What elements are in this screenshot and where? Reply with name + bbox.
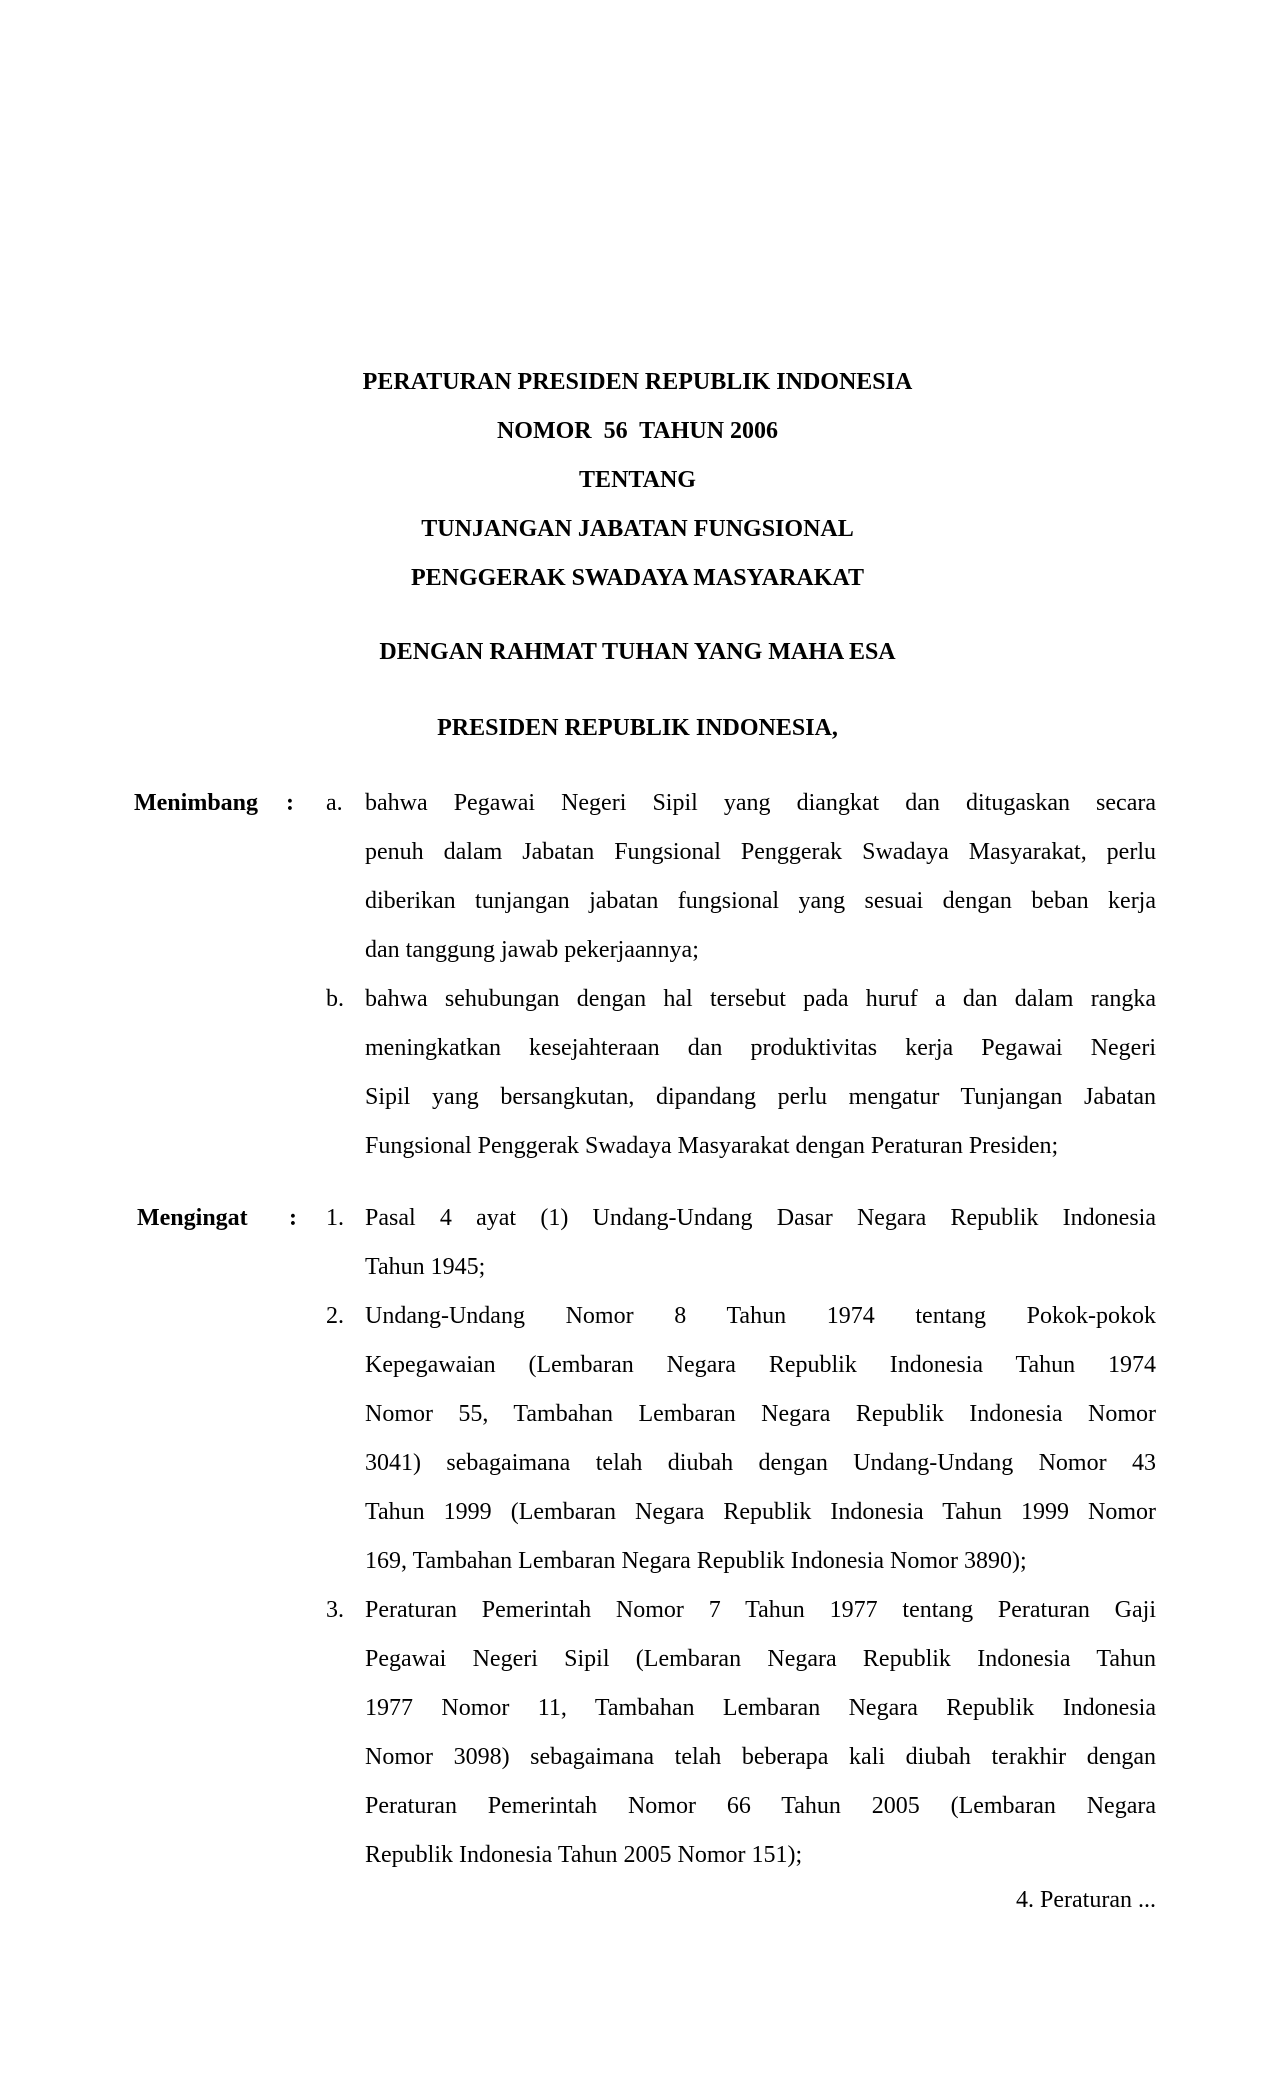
item-marker: 3. [326, 1597, 344, 1623]
list-item [0, 1292, 1275, 1586]
text-line: dan tanggung jawab pekerjaannya; [365, 937, 699, 963]
menimbang-section [0, 779, 1275, 1171]
title-line: PENGGERAK SWADAYA MASYARAKAT [411, 565, 864, 591]
text-line: 1977 Nomor 11, Tambahan Lembaran Negara Republik Indonesia [365, 1695, 1156, 1721]
text-line: 169, Tambahan Lembaran Negara Republik Indonesia Nomor 3890); [365, 1548, 1027, 1574]
item-marker: 1. [326, 1205, 344, 1231]
text-line: penuh dalam Jabatan Fungsional Penggerak Swadaya Masyarakat, perlu [365, 839, 1156, 865]
text-line: Tahun 1945; [365, 1254, 486, 1280]
text-line: Nomor 3098) sebagaimana telah beberapa kali diubah terakhir dengan [365, 1744, 1156, 1770]
text-line: Tahun 1999 (Lembaran Negara Republik Indonesia Tahun 1999 Nomor [365, 1499, 1156, 1525]
text-line: Republik Indonesia Tahun 2005 Nomor 151); [365, 1842, 803, 1868]
item-marker: b. [326, 986, 344, 1012]
title-line: TENTANG [579, 467, 696, 493]
text-line: Pegawai Negeri Sipil (Lembaran Negara Republik Indonesia Tahun [365, 1646, 1156, 1672]
text-line: bahwa sehubungan dengan hal tersebut pada huruf a dan dalam rangka [365, 986, 1156, 1012]
text-line: Fungsional Penggerak Swadaya Masyarakat dengan Peraturan Presiden; [365, 1133, 1059, 1159]
list-item [0, 1194, 1275, 1292]
issuer: PRESIDEN REPUBLIK INDONESIA, [437, 715, 838, 741]
text-line: meningkatkan kesejahteraan dan produktivitas kerja Pegawai Negeri [365, 1035, 1156, 1061]
text-line: bahwa Pegawai Negeri Sipil yang diangkat dan ditugaskan secara [365, 790, 1156, 816]
list-item [0, 779, 1275, 975]
text-line: Nomor 55, Tambahan Lembaran Negara Republik Indonesia Nomor [365, 1401, 1156, 1427]
list-item [0, 1586, 1275, 1880]
text-line: Peraturan Pemerintah Nomor 7 Tahun 1977 tentang Peraturan Gaji [365, 1597, 1156, 1623]
section-colon: : [289, 1205, 297, 1231]
text-line: Kepegawaian (Lembaran Negara Republik Indonesia Tahun 1974 [365, 1352, 1156, 1378]
section-label: Mengingat [137, 1205, 248, 1231]
mengingat-section [0, 1194, 1275, 1880]
title-line: PERATURAN PRESIDEN REPUBLIK INDONESIA [362, 369, 913, 395]
text-line: Peraturan Pemerintah Nomor 66 Tahun 2005 (Lembaran Negara [365, 1793, 1156, 1819]
text-line: Pasal 4 ayat (1) Undang-Undang Dasar Negara Republik Indonesia [365, 1205, 1156, 1231]
text-line: Sipil yang bersangkutan, dipandang perlu mengatur Tunjangan Jabatan [365, 1084, 1156, 1110]
section-colon: : [286, 790, 294, 816]
text-line: Undang-Undang Nomor 8 Tahun 1974 tentang Pokok-pokok [365, 1303, 1156, 1329]
text-line: diberikan tunjangan jabatan fungsional yang sesuai dengan beban kerja [365, 888, 1156, 914]
list-item [0, 975, 1275, 1171]
item-marker: a. [326, 790, 343, 816]
item-marker: 2. [326, 1303, 344, 1329]
section-label: Menimbang [134, 790, 259, 816]
title-line: TUNJANGAN JABATAN FUNGSIONAL [421, 516, 854, 542]
title-line: NOMOR 56 TAHUN 2006 [496, 418, 779, 444]
document-title [0, 358, 1275, 603]
page-continuation: 4. Peraturan ... [1016, 1887, 1156, 1913]
invocation: DENGAN RAHMAT TUHAN YANG MAHA ESA [379, 639, 896, 665]
text-line: 3041) sebagaimana telah diubah dengan Undang-Undang Nomor 43 [365, 1450, 1156, 1476]
